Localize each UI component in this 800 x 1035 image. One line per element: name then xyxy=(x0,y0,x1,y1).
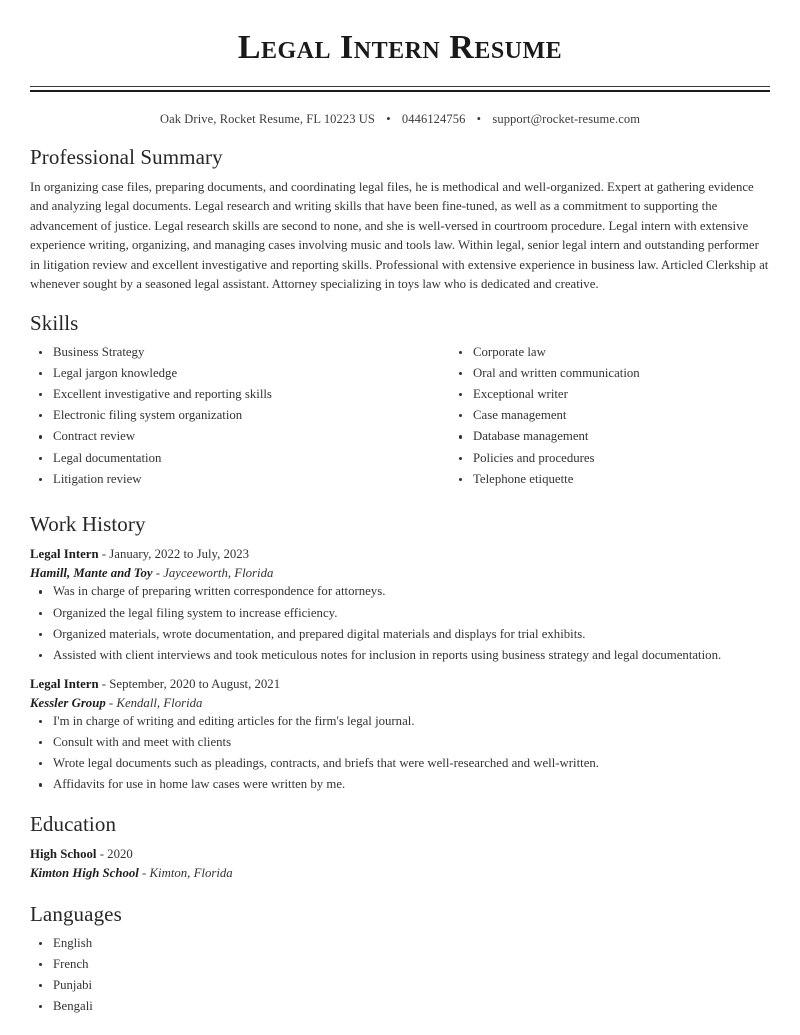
education-degree-line xyxy=(30,845,770,864)
job-role: Legal Intern xyxy=(30,676,99,691)
job-bullet-list xyxy=(30,713,770,794)
skill-item: Telephone etiquette xyxy=(450,471,770,489)
contact-phone: 0446124756 xyxy=(401,111,466,126)
job-bullet-item: Organized the legal filing system to increase efficiency. xyxy=(30,605,770,623)
job-company-line xyxy=(30,564,770,583)
skill-item: Corporate law xyxy=(450,344,770,362)
skill-item: Contract review xyxy=(30,428,400,446)
education-dash: - xyxy=(138,866,150,881)
section-heading-education: Education xyxy=(30,812,117,837)
language-item: English xyxy=(30,935,770,953)
skill-item: Exceptional writer xyxy=(450,386,770,404)
job-dash: - xyxy=(98,676,110,691)
education-school: Kimton High School xyxy=(30,866,139,881)
work-history-list xyxy=(30,545,770,794)
contact-line xyxy=(30,112,770,127)
job-location: Jayceeworth, Florida xyxy=(163,566,274,581)
skill-item: Excellent investigative and reporting skills xyxy=(30,386,400,404)
skill-item: Case management xyxy=(450,407,770,425)
skill-item: Electronic filing system organization xyxy=(30,407,400,425)
job-bullet-item: Wrote legal documents such as pleadings, contracts, and briefs that were well-researched and well-written. xyxy=(30,755,770,773)
skills-columns xyxy=(30,344,770,492)
languages-list xyxy=(30,935,770,1016)
skill-item: Business Strategy xyxy=(30,344,400,362)
job-title-line xyxy=(30,545,770,564)
skill-item: Database management xyxy=(450,428,770,446)
work-history-entry xyxy=(30,675,770,795)
skills-list-left xyxy=(30,344,400,489)
professional-summary-text: In organizing case files, preparing documents, and coordinating legal files, he is methodical and well-organized. Expert at gathering evidence and analyzing legal documents. Legal research and writing skills that have been fine-tuned, as well as a commitment to supporting the advancement of justice. Legal research skills are second to none, and she is well-versed in courtroom procedure. Legal intern with extensive experience writing, organizing, and managing cases involving music and tools law. Within legal, senior legal intern and outstanding performer in litigation review and excellent investigative and reporting skills. Professional with extensive experience in business law. Articled Clerkship at whenever sought by a seasoned legal assistant. Attorney specializing in toys law who is dedicated and creative. xyxy=(30,179,769,292)
skills-column-left xyxy=(30,344,400,492)
language-item: Bengali xyxy=(30,998,770,1016)
education-entry xyxy=(30,845,770,883)
education-location: Kimton, Florida xyxy=(149,866,233,881)
contact-address: Oak Drive, Rocket Resume, FL 10223 US xyxy=(159,111,375,126)
job-company: Hamill, Mante and Toy xyxy=(30,566,153,581)
job-dash: - xyxy=(105,695,117,710)
section-professional-summary xyxy=(30,145,770,295)
job-title-line xyxy=(30,675,770,694)
job-location: Kendall, Florida xyxy=(116,695,203,710)
job-bullet-item: Assisted with client interviews and took meticulous notes for inclusion in reports using business strategy and legal documentation. xyxy=(30,647,770,665)
language-item: Punjabi xyxy=(30,977,770,995)
job-bullet-item: Consult with and meet with clients xyxy=(30,734,770,752)
skill-item: Litigation review xyxy=(30,471,400,489)
job-dates: September, 2020 to August, 2021 xyxy=(109,676,281,691)
education-year: 2020 xyxy=(107,847,133,862)
education-dash: - xyxy=(96,847,108,862)
section-heading-languages: Languages xyxy=(30,901,122,926)
job-bullet-item: Affidavits for use in home law cases were written by me. xyxy=(30,776,770,794)
contact-email: support@rocket-resume.com xyxy=(492,111,641,126)
education-degree: High School xyxy=(30,847,97,862)
education-school-line xyxy=(30,864,770,883)
job-company-line xyxy=(30,694,770,713)
job-dash: - xyxy=(152,566,164,581)
section-heading-skills: Skills xyxy=(30,310,79,335)
education-list xyxy=(30,845,770,883)
job-bullet-item: Was in charge of preparing written correspondence for attorneys. xyxy=(30,583,770,601)
section-skills xyxy=(30,311,770,492)
header-divider xyxy=(30,86,770,92)
job-bullet-list xyxy=(30,583,770,664)
contact-separator-1: • xyxy=(386,111,391,126)
skill-item: Oral and written communication xyxy=(450,365,770,383)
contact-separator-2: • xyxy=(476,111,482,126)
skills-column-right xyxy=(400,344,770,492)
page-title: Legal Intern Resume xyxy=(237,29,563,66)
work-history-entry xyxy=(30,545,770,665)
skill-item: Legal jargon knowledge xyxy=(30,365,400,383)
section-heading-work-history: Work History xyxy=(30,511,146,536)
skills-list-right xyxy=(450,344,770,489)
job-bullet-item: I'm in charge of writing and editing articles for the firm's legal journal. xyxy=(30,713,770,731)
skill-item: Policies and procedures xyxy=(450,450,770,468)
section-education xyxy=(30,812,770,884)
section-heading-professional-summary: Professional Summary xyxy=(30,144,223,169)
section-languages xyxy=(30,902,770,1016)
language-item: French xyxy=(30,956,770,974)
job-dash: - xyxy=(98,547,110,562)
job-dates: January, 2022 to July, 2023 xyxy=(109,547,250,562)
skill-item: Legal documentation xyxy=(30,450,400,468)
job-company: Kessler Group xyxy=(30,695,106,710)
section-work-history xyxy=(30,512,770,794)
header-divider-thick-line xyxy=(30,90,770,92)
job-role: Legal Intern xyxy=(30,547,99,562)
job-bullet-item: Organized materials, wrote documentation, and prepared digital materials and displays for trial exhibits. xyxy=(30,626,770,644)
